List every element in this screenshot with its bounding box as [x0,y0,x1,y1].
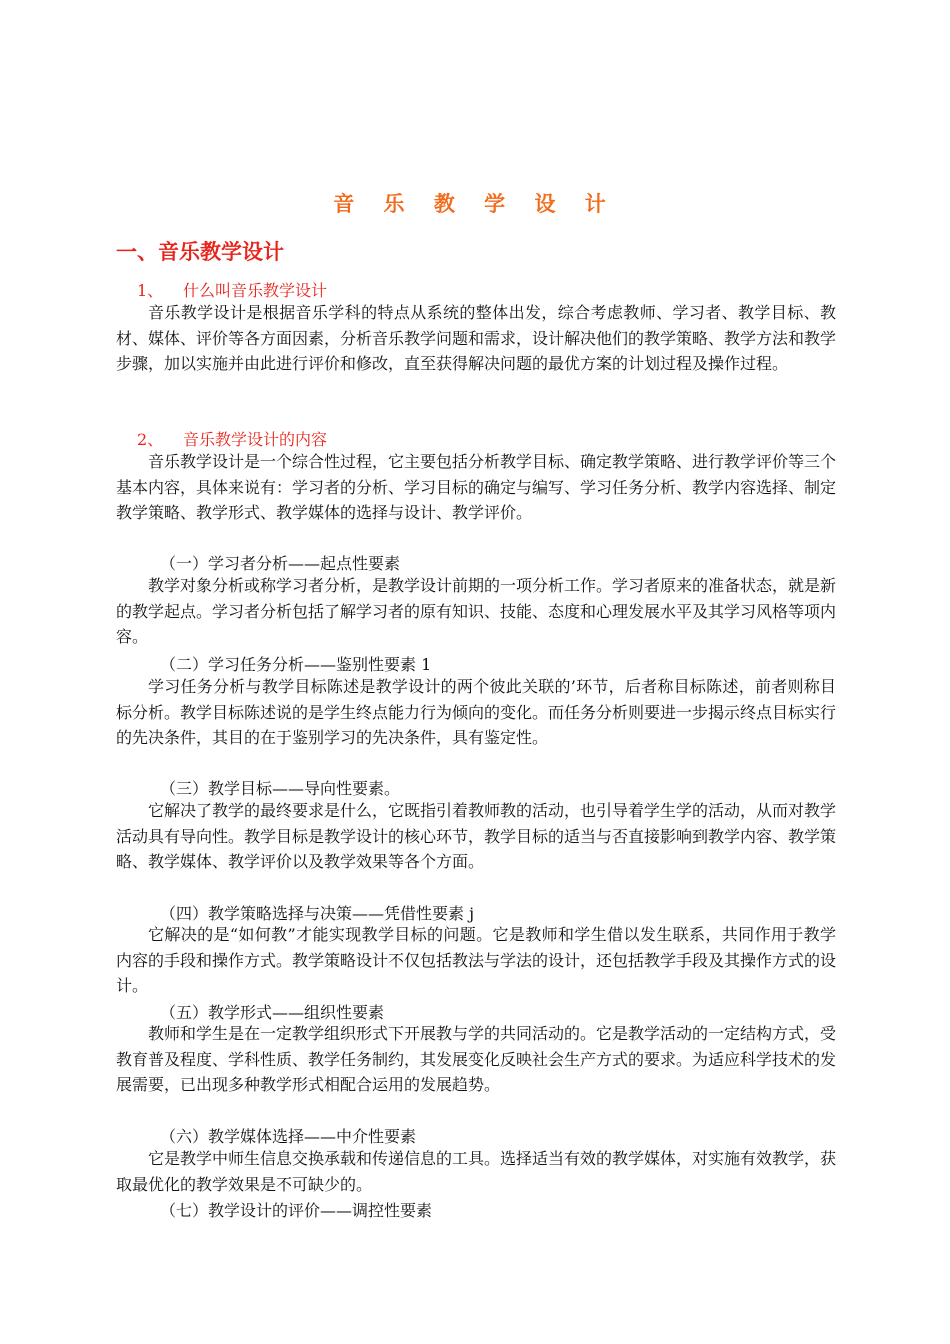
paragraph-1: 音乐教学设计是根据音乐学科的特点从系统的整体出发，综合考虑教师、学习者、教学目标、教材、媒体、评价等各方面因素，分析音乐教学问题和需求，设计解决他们的教学策略、教学方法和教学步骤，加以实施并由此进行评价和修改，直至获得解决问题的最优方案的计划过程及操作过程。 [116,303,837,373]
item-label: 音乐教学设计的内容 [183,430,328,449]
item-heading-2 [137,427,327,450]
subsection-paragraph-6: 它是教学中师生信息交换承载和传递信息的工具。选择适当有效的教学媒体，对实施有效教学，获取最优化的教学效果是不可缺少的。 [116,1149,837,1194]
subsection-heading-5: （五）教学形式——组织性要素 [160,1003,385,1022]
subsection-heading-7: （七）教学设计的评价——调控性要素 [160,1201,433,1220]
item-number: 2、 [137,430,164,449]
subsection-paragraph-4: 它解决的是“如何教”才能实现教学目标的问题。它是教师和学生借以发生联系，共同作用于教学内容的手段和操作方式。教学策略设计不仅包括教法与学法的设计，还包括教学手段及其操作方式的设计。 [116,925,837,995]
paragraph-2: 音乐教学设计是一个综合性过程，它主要包括分析教学目标、确定教学策略、进行教学评价等三个基本内容，具体来说有：学习者的分析、学习目标的确定与编写、学习任务分析、教学内容选择、制定教学策略、教学形式、教学媒体的选择与设计、教学评价。 [116,452,837,522]
section-heading: 一、音乐教学设计 [116,240,284,264]
subsection-heading-1: （一）学习者分析——起点性要素 [160,554,401,573]
item-number: 1、 [137,281,164,300]
subsection-paragraph-2: 学习任务分析与教学目标陈述是教学设计的两个彼此关联的’环节，后者称目标陈述，前者则称目标分析。教学目标陈述说的是学生终点能力行为倾向的变化。而任务分析则要进一步揭示终点目标实行的先决条件，其目的在于鉴别学习的先决条件，具有鉴定性。 [116,677,837,747]
subsection-paragraph-1: 教学对象分析或称学习者分析，是教学设计前期的一项分析工作。学习者原来的准备状态，就是新的教学起点。学习者分析包括了解学习者的原有知识、技能、态度和心理发展水平及其学习风格等项内容。 [116,576,837,646]
subsection-heading-2: （二）学习任务分析——鉴别性要素 1 [160,655,432,674]
item-label: 什么叫音乐教学设计 [183,281,328,300]
subsection-paragraph-5: 教师和学生是在一定教学组织形式下开展教与学的共同活动的。它是教学活动的一定结构方式，受教育普及程度、学科性质、教学任务制约，其发展变化反映社会生产方式的要求。为适应科学技术的发展需要，已出现多种教学形式相配合运用的发展趋势。 [116,1024,837,1094]
subsection-heading-6: （六）教学媒体选择——中介性要素 [160,1127,417,1146]
subsection-paragraph-3: 它解决了教学的最终要求是什么，它既指引着教师教的活动，也引导着学生学的活动，从而对教学活动具有导向性。教学目标是教学设计的核心环节，教学目标的适当与否直接影响到教学内容、教学策略、教学媒体、教学评价以及教学效果等各个方面。 [116,801,837,871]
subsection-heading-3: （三）教学目标——导向性要素。 [160,779,401,798]
document-title: 音 乐 教 学 设 计 [333,192,617,216]
item-heading-1 [137,278,327,301]
subsection-heading-4: （四）教学策略选择与决策——凭借性要素 j [160,904,475,923]
